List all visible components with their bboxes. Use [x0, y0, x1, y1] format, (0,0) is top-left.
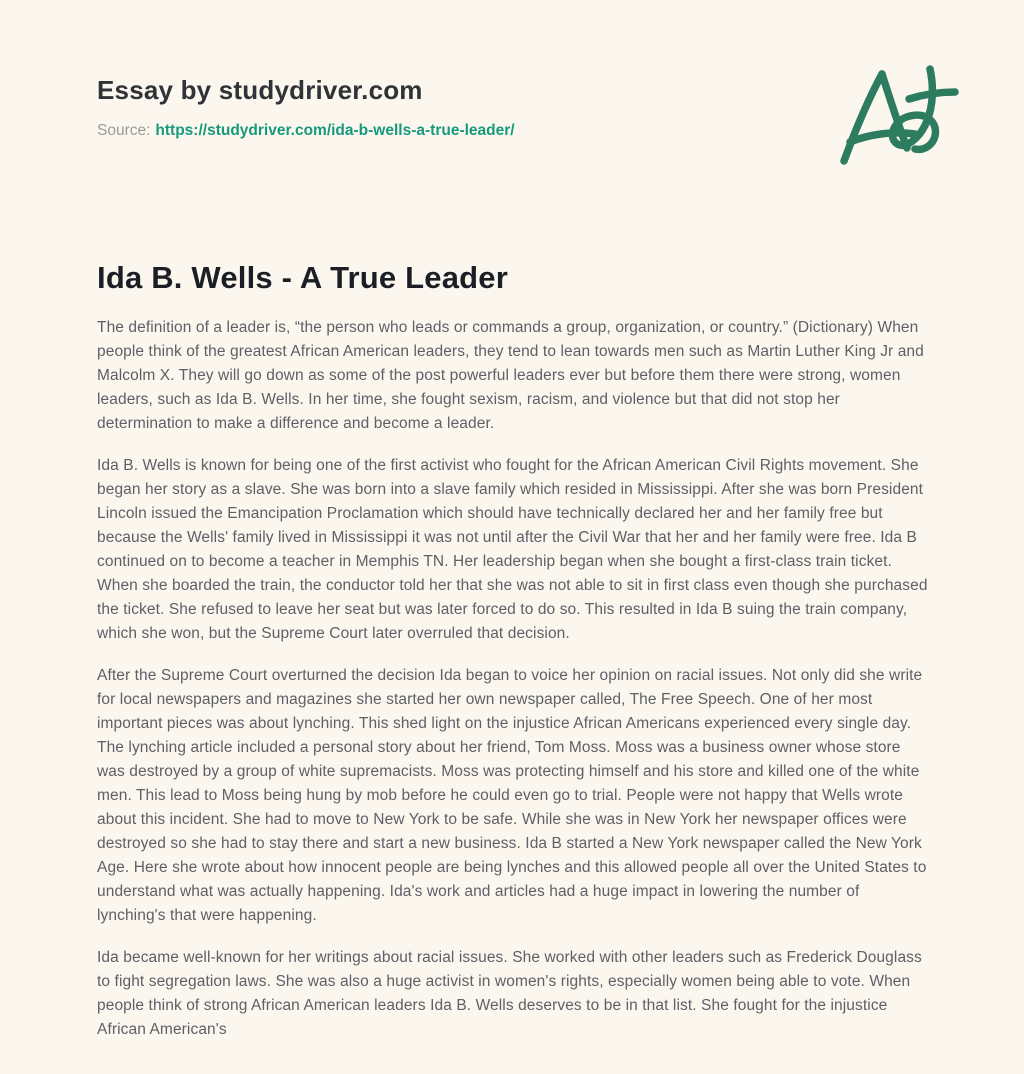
essay-title: Ida B. Wells - A True Leader [97, 260, 509, 295]
source-label: Source: [97, 122, 151, 139]
essay-paragraph-3: After the Supreme Court overturned the decision Ida began to voice her opinion on racial issues. Not only did she write for local newspapers and magazines she started her own newspaper called, The Free Speech. One of her most important pieces was about lynching. This shed light on the injustice African Americans experienced every single day. The lynching article included a personal story about her friend, Tom Moss. Moss was a business owner whose store was destroyed by a group of white supremacists. Moss was protecting himself and his store and killed one of the white men. This lead to Moss being hung by mob before he could even go to trial. People were not happy that Wells wrote about this incident. She had to move to New York to be safe. While she was in New York her newspaper offices were destroyed so she had to stay there and start a new business. Ida B started a New York newspaper called the New York Age. Here she wrote about how innocent people are being lynches and this allowed people all over the United States to understand what was actually happening. Ida's work and articles had a huge impact in lowering the number of lynching's that were happening. [97, 667, 927, 924]
studydriver-a-plus-logo-icon [836, 64, 962, 168]
essay-paragraph-4: Ida became well-known for her writings about racial issues. She worked with other leaders such as Frederick Douglass to fight segregation laws. She was also a huge activist in women's rights, especially women being able to vote. When people think of strong African American leaders Ida B. Wells deserves to be in that list. She fought for the injustice African American's [97, 949, 922, 1038]
essay-paragraph-2: Ida B. Wells is known for being one of the first activist who fought for the African American Civil Rights movement. She began her story as a slave. She was born into a slave family which resided in Mississippi. After she was born President Lincoln issued the Emancipation Proclamation which should have technically declared her and her family free but because the Wells' family lived in Mississippi it was not until after the Civil War that her and her family were free. Ida B continued on to become a teacher in Memphis TN. Her leadership began when she bought a first-class train ticket. When she boarded the train, the conductor told her that she was not able to sit in first class even though she purchased the ticket. She refused to leave her seat but was later forced to do so. This resulted in Ida B suing the train company, which she won, but the Supreme Court later overruled that decision. [97, 457, 928, 642]
essay-paragraph-1: The definition of a leader is, “the person who leads or commands a group, organization, or country.” (Dictionary) When people think of the greatest African American leaders, they tend to lean towards men such as Martin Luther King Jr and Malcolm X. They will go down as some of the post powerful leaders ever but before them there were strong, women leaders, such as Ida B. Wells. In her time, she fought sexism, racism, and violence but that did not stop her determination to make a difference and become a leader. [97, 319, 924, 432]
essay-content [97, 258, 932, 1042]
brand-title: Essay by studydriver.com [97, 75, 423, 105]
page-header [97, 74, 932, 142]
source-line [97, 120, 932, 142]
source-link[interactable]: https://studydriver.com/ida-b-wells-a-true-leader/ [155, 122, 515, 139]
